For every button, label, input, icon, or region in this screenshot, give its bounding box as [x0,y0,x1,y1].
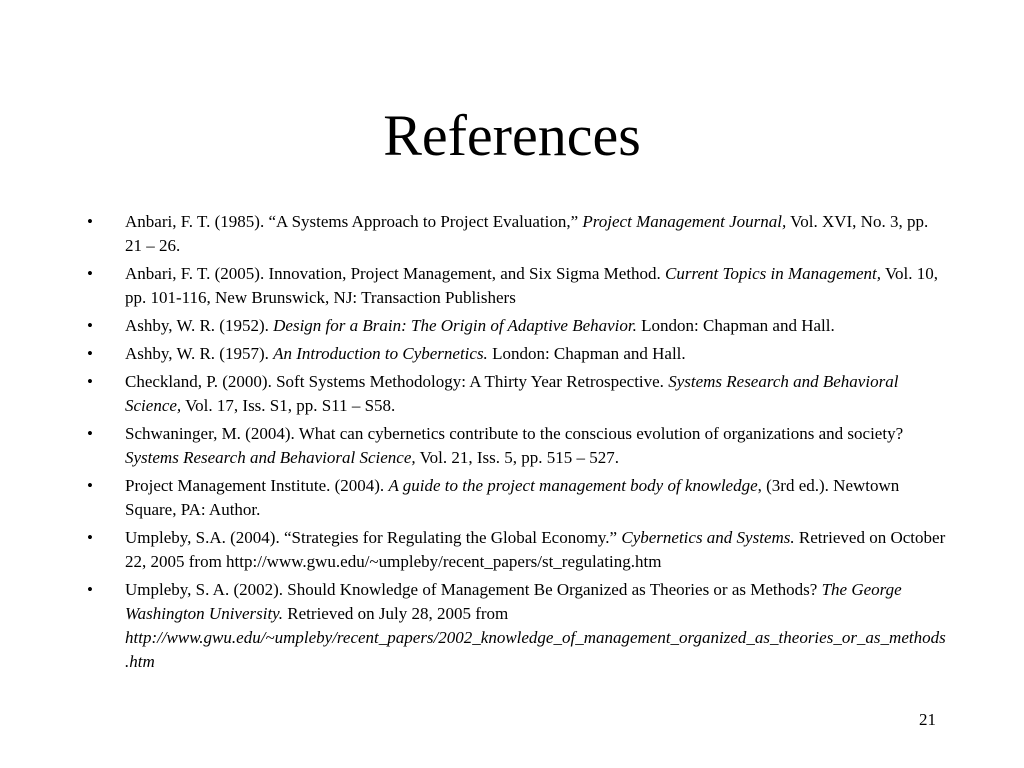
bullet-icon: • [87,528,93,547]
reference-segment: Vol. 21, Iss. 5, pp. 515 – 527. [415,448,620,467]
reference-item [87,342,947,366]
reference-italic-segment: Systems Research and Behavioral Science, [125,372,899,415]
reference-segment: Anbari, F. T. (2005). Innovation, Project Management, and Six Sigma Method. [125,264,666,283]
reference-segment: Project Management Institute. (2004). [125,476,389,495]
reference-text [125,422,947,470]
reference-italic-segment: An Introduction to Cybernetics. [273,344,488,363]
reference-item [87,370,947,418]
reference-item [87,314,947,338]
slide-title: References [383,103,641,168]
reference-item [87,422,947,470]
reference-item [87,210,947,258]
reference-item [87,526,947,574]
reference-text [125,342,947,366]
reference-italic-segment: Current Topics in Management, [665,264,882,283]
reference-italic-segment: Systems Research and Behavioral Science, [125,448,416,467]
reference-segment: Vol. 10, pp. 101-116, New Brunswick, NJ: Transaction Publishers [125,264,939,307]
reference-segment: Schwaninger, M. (2004). What can cybernetics contribute to the conscious evolution of organizations and society? [125,424,904,443]
bullet-icon: • [87,476,93,495]
reference-segment: London: Chapman and Hall. [636,316,835,335]
reference-segment: London: Chapman and Hall. [487,344,686,363]
page-number: 21 [919,710,936,729]
reference-segment: Ashby, W. R. (1952). [125,316,274,335]
reference-italic-segment: Design for a Brain: The Origin of Adaptive Behavior. [273,316,637,335]
bullet-icon: • [87,264,93,283]
reference-italic-segment: http://www.gwu.edu/~umpleby/recent_papers/2002_knowledge_of_management_organized_as_theories_or_as_methods.htm [125,628,946,671]
reference-segment: Checkland, P. (2000). Soft Systems Methodology: A Thirty Year Retrospective. [125,372,669,391]
reference-italic-segment: A guide to the project management body of knowledge [388,476,758,495]
bullet-icon: • [87,316,93,335]
reference-item [87,578,947,674]
reference-text [125,474,947,522]
reference-text [125,314,947,338]
reference-segment: Retrieved on July 28, 2005 from [283,604,509,623]
reference-segment: Umpleby, S.A. (2004). “Strategies for Regulating the Global Economy.” [125,528,622,547]
reference-italic-segment: Project Management Journal, [582,212,787,231]
reference-text [125,262,947,310]
reference-segment: Anbari, F. T. (1985). “A Systems Approach to Project Evaluation,” [125,212,583,231]
bullet-icon: • [87,372,93,391]
reference-italic-segment: The George Washington University. [125,580,902,623]
bullet-icon: • [87,580,93,599]
reference-text [125,370,947,418]
reference-text [125,578,947,674]
bullet-icon: • [87,212,93,231]
reference-segment: Vol. 17, Iss. S1, pp. S11 – S58. [181,396,396,415]
bullet-icon: • [87,344,93,363]
reference-segment: Umpleby, S. A. (2002). Should Knowledge of Management Be Organized as Theories or as Methods? [125,580,822,599]
reference-item [87,474,947,522]
references-list [87,210,947,678]
reference-segment: Vol. XVI, No. 3, pp. 21 – 26. [125,212,929,255]
reference-segment: Ashby, W. R. (1957). [125,344,274,363]
reference-segment: Retrieved on October 22, 2005 from http://www.gwu.edu/~umpleby/recent_papers/st_regulating.htm [125,528,946,571]
reference-italic-segment: Cybernetics and Systems. [621,528,795,547]
bullet-icon: • [87,424,93,443]
reference-segment: , (3rd ed.). Newtown Square, PA: Author. [125,476,900,519]
reference-text [125,526,947,574]
reference-item [87,262,947,310]
reference-text [125,210,947,258]
